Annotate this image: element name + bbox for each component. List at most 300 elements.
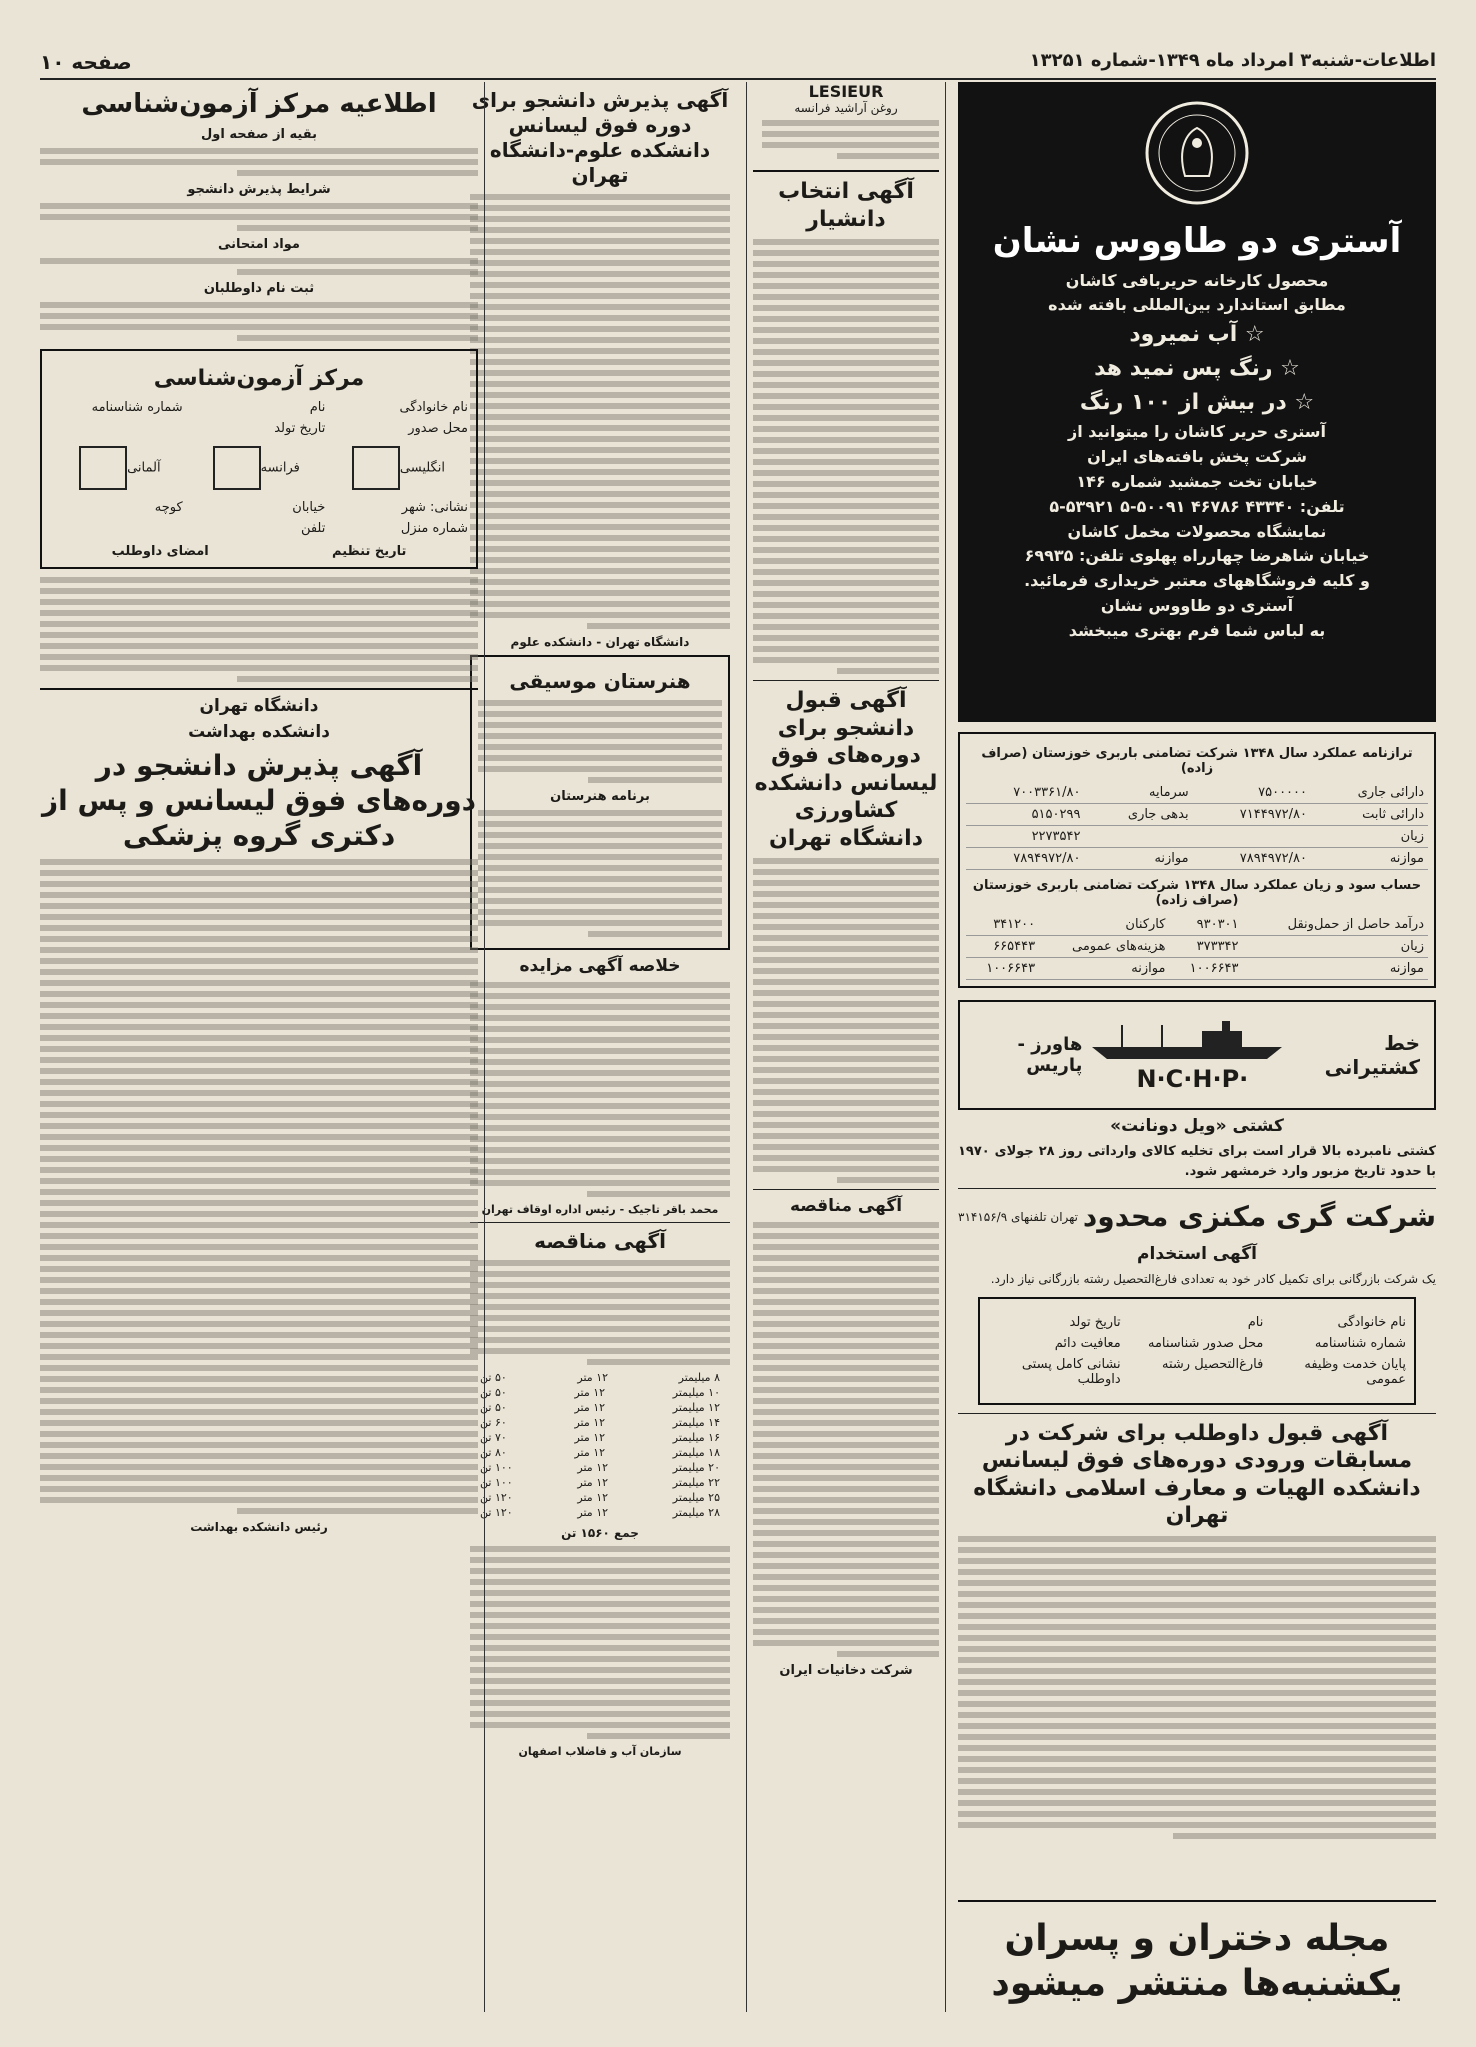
text-line: [478, 843, 722, 849]
text-line: [478, 766, 722, 772]
ship-icon: [1082, 1017, 1302, 1061]
text-line: [753, 968, 939, 974]
text-line: [40, 1497, 478, 1503]
text-line: [958, 1778, 1436, 1784]
text-line: [478, 865, 722, 871]
text-line: [470, 1026, 730, 1032]
text-line: [753, 880, 939, 886]
text-line: [470, 1348, 730, 1354]
silk-ad-line: محصول کارخانه حریربافی کاشان: [1065, 270, 1329, 290]
table-cell: ۹۳۰۳۰۱: [1169, 914, 1242, 936]
text-line: [762, 120, 939, 126]
company-title: شرکت گری مکنزی محدود: [1082, 1200, 1436, 1234]
steel-cell: ۱۲ متر: [577, 1371, 609, 1384]
form-field-label: نام: [309, 400, 326, 415]
company-header: [958, 1195, 1436, 1238]
table-cell: دارائی جاری: [1311, 782, 1428, 804]
text-line: [40, 610, 478, 616]
steel-cell: ۸۰ تن: [480, 1446, 507, 1459]
text-line: [40, 1420, 478, 1426]
text-line: [753, 1607, 939, 1613]
steel-cell: ۶۰ تن: [480, 1416, 507, 1429]
masthead: [40, 40, 1436, 80]
table-cell: درآمد حاصل از حمل‌ونقل: [1243, 914, 1428, 936]
exam-form: [40, 349, 478, 570]
text-line: [753, 415, 939, 421]
text-line: [753, 1034, 939, 1040]
text-line: [40, 313, 478, 319]
text-line: [753, 1310, 939, 1316]
text-line: [40, 1409, 478, 1415]
text-line: [753, 1222, 939, 1228]
text-line: [40, 881, 478, 887]
text-line: [40, 632, 478, 638]
text-line: [753, 1354, 939, 1360]
table-cell: ۷۵۰۰۰۰۰: [1193, 782, 1311, 804]
text-line: [40, 302, 478, 308]
steel-row: [470, 1490, 730, 1505]
text-line: [958, 1811, 1436, 1817]
text-line: [470, 370, 730, 376]
text-line: [478, 898, 722, 904]
sign-label: امضای داوطلب: [111, 544, 209, 559]
text-line: [237, 1508, 478, 1514]
form-field-label: فارغ‌التحصیل رشته: [1162, 1356, 1264, 1372]
text-line: [470, 436, 730, 442]
auction-title: خلاصه آگهی مزایده: [519, 956, 681, 976]
steel-total: جمع ۱۵۶۰ تن: [561, 1526, 639, 1540]
text-line: [478, 909, 722, 915]
text-line: [470, 590, 730, 596]
text-line: [470, 1656, 730, 1662]
text-line: [40, 1156, 478, 1162]
silk-ad-line: ☆ آب نمیرود: [1129, 322, 1265, 348]
text-line: [470, 513, 730, 519]
text-line: [470, 480, 730, 486]
text-line: [753, 1431, 939, 1437]
text-line: [753, 580, 939, 586]
balance-table: [966, 782, 1428, 870]
shipping-right-text: خط کشتیرانی: [1324, 1031, 1420, 1079]
text-line: [753, 1332, 939, 1338]
shipping-ad: [958, 1000, 1436, 1110]
text-line: [470, 612, 730, 618]
text-line: [40, 958, 478, 964]
steel-cell: ۱۲ متر: [574, 1401, 606, 1414]
text-line: [40, 1475, 478, 1481]
form-field-label: نام: [1247, 1314, 1264, 1330]
steel-row: [470, 1430, 730, 1445]
table-row: [966, 914, 1428, 936]
text-line: [470, 194, 730, 200]
text-line: [958, 1602, 1436, 1608]
text-line: [40, 1277, 478, 1283]
text-line: [40, 1442, 478, 1448]
text-line: [237, 269, 478, 275]
text-line: [470, 260, 730, 266]
text-line: [958, 1635, 1436, 1641]
text-line: [470, 557, 730, 563]
silk-ad-line: شرکت پخش بافته‌های ایران: [1087, 447, 1307, 467]
text-line: [753, 1508, 939, 1514]
silk-ad-line: به لباس شما فرم بهتری میبخشد: [1068, 620, 1326, 640]
text-line: [753, 261, 939, 267]
text-line: [470, 1048, 730, 1054]
text-line: [478, 876, 722, 882]
text-line: [753, 1089, 939, 1095]
text-line: [40, 1145, 478, 1151]
financial-box: [958, 732, 1436, 988]
text-line: [237, 676, 478, 682]
text-line: [753, 1574, 939, 1580]
text-line: [470, 502, 730, 508]
text-line: [40, 1222, 478, 1228]
checkbox-box: [79, 446, 127, 490]
text-line: [958, 1767, 1436, 1773]
text-line: [470, 1678, 730, 1684]
text-line: [753, 1387, 939, 1393]
steel-cell: ۲۲ میلیمتر: [672, 1476, 720, 1489]
exam-body: [40, 148, 478, 176]
text-line: [753, 913, 939, 919]
text-line: [753, 1111, 939, 1117]
text-line: [753, 1497, 939, 1503]
silk-ad-line: آستری دو طاووس نشان: [1100, 595, 1294, 615]
text-line: [753, 1100, 939, 1106]
text-line: [958, 1789, 1436, 1795]
text-line: [40, 859, 478, 865]
table-row: [966, 936, 1428, 958]
text-line: [470, 447, 730, 453]
steel-cell: ۲۵ میلیمتر: [672, 1491, 720, 1504]
text-line: [753, 1552, 939, 1558]
steel-cell: ۱۸ میلیمتر: [672, 1446, 720, 1459]
column-left: [40, 82, 485, 2012]
text-line: [753, 305, 939, 311]
text-line: [470, 982, 730, 988]
text-line: [588, 931, 722, 937]
theology-ad-title: آگهی قبول داوطلب برای شرکت در مسابقات ورودی دوره‌های فوق لیسانس دانشکده الهیات و معارف اسلامی دانشگاه تهران: [973, 1420, 1421, 1529]
text-line: [470, 1081, 730, 1087]
text-line: [470, 359, 730, 365]
text-line: [753, 1409, 939, 1415]
form-field-label: معافیت دائم: [1054, 1335, 1121, 1351]
music-sub: برنامه هنرستان: [550, 789, 650, 804]
text-line: [40, 1057, 478, 1063]
text-line: [40, 1288, 478, 1294]
steel-cell: ۵۰ تن: [480, 1401, 507, 1414]
text-line: [958, 1591, 1436, 1597]
exam-docs: [40, 577, 478, 682]
text-line: [753, 316, 939, 322]
text-line: [958, 1723, 1436, 1729]
form-field-label: تاریخ تولد: [274, 421, 326, 436]
music-box: [470, 655, 730, 950]
text-line: [753, 272, 939, 278]
text-line: [470, 337, 730, 343]
text-line: [40, 1343, 478, 1349]
text-line: [470, 348, 730, 354]
text-line: [753, 547, 939, 553]
text-line: [40, 892, 478, 898]
text-line: [753, 1001, 939, 1007]
steel-cell: ۱۲ متر: [577, 1461, 609, 1474]
text-line: [958, 1580, 1436, 1586]
election-body: [753, 239, 939, 674]
column-3: [466, 82, 734, 2012]
text-line: [40, 1299, 478, 1305]
text-line: [470, 1092, 730, 1098]
table-cell: دارائی ثابت: [1311, 804, 1428, 826]
text-line: [753, 525, 939, 531]
language-options: [50, 446, 468, 490]
agri-accept-title: آگهی قبول دانشجو برای دوره‌های فوق لیسانس دانشکده کشاورزی دانشگاه تهران: [754, 688, 938, 851]
steel-cell: ۲۸ میلیمتر: [672, 1506, 720, 1519]
text-line: [837, 668, 939, 674]
job-text: یک شرکت بازرگانی برای تکمیل کادر خود به تعدادی فارغ‌التحصیل رشته بازرگانی نیاز دارد.: [990, 1272, 1436, 1287]
text-line: [753, 1078, 939, 1084]
text-line: [40, 1035, 478, 1041]
steel-cell: ۷۰ تن: [480, 1431, 507, 1444]
music-body-2: [478, 810, 722, 937]
text-line: [470, 1304, 730, 1310]
text-line: [470, 1700, 730, 1706]
text-line: [40, 1266, 478, 1272]
text-line: [470, 1169, 730, 1175]
text-line: [753, 1012, 939, 1018]
text-line: [40, 991, 478, 997]
text-line: [470, 1689, 730, 1695]
language-label: انگلیسی: [399, 460, 445, 476]
text-line: [470, 1634, 730, 1640]
steel-row: [470, 1445, 730, 1460]
steel-cell: ۱۲ متر: [574, 1416, 606, 1429]
text-line: [958, 1701, 1436, 1707]
steel-cell: ۱۲ متر: [574, 1431, 606, 1444]
silk-ad-line: مطابق استاندارد بین‌المللی بافته شده: [1048, 295, 1346, 315]
text-line: [753, 1299, 939, 1305]
text-line: [40, 148, 478, 154]
text-line: [470, 579, 730, 585]
text-line: [753, 1585, 939, 1591]
text-line: [40, 258, 478, 264]
text-line: [753, 946, 939, 952]
table-cell: [1084, 826, 1192, 848]
text-line: [470, 326, 730, 332]
text-line: [40, 1332, 478, 1338]
text-line: [470, 458, 730, 464]
text-line: [753, 1233, 939, 1239]
form-field-label: نشانی کامل پستی داوطلب: [1021, 1356, 1121, 1387]
form-field-label: شماره منزل: [400, 521, 468, 536]
form-field-label: شماره شناسنامه: [91, 400, 183, 415]
agri-accept-body: [753, 858, 939, 1183]
text-line: [40, 1376, 478, 1382]
text-line: [753, 1321, 939, 1327]
steel-cell: ۱۲ متر: [574, 1446, 606, 1459]
text-line: [753, 624, 939, 630]
text-line: [753, 470, 939, 476]
text-line: [753, 437, 939, 443]
election-title: آگهی انتخاب دانشیار: [778, 179, 914, 232]
text-line: [753, 1266, 939, 1272]
health-title: آگهی پذیرش دانشجو در دوره‌های فوق لیسانس و پس از دکتری گروه پزشکی: [42, 749, 476, 852]
company-phone: تهران تلفنهای ۳۱۴۱۵۶/۹: [958, 1209, 1079, 1224]
text-line: [470, 271, 730, 277]
text-line: [40, 1365, 478, 1371]
job-title: آگهی استخدام: [1137, 1244, 1257, 1265]
steel-cell: ۱۲ میلیمتر: [672, 1401, 720, 1414]
text-line: [40, 1200, 478, 1206]
text-line: [40, 1123, 478, 1129]
text-line: [40, 599, 478, 605]
text-line: [958, 1558, 1436, 1564]
text-line: [753, 1023, 939, 1029]
job-form-fields: [988, 1315, 1406, 1387]
language-option: [346, 446, 445, 490]
text-line: [470, 1557, 730, 1563]
steel-cell: ۱۶ میلیمتر: [672, 1431, 720, 1444]
text-line: [40, 1101, 478, 1107]
exam-form-title: مرکز آزمون‌شناسی: [153, 365, 365, 391]
table-row: [966, 804, 1428, 826]
text-line: [470, 1645, 730, 1651]
table-cell: سرمایه: [1084, 782, 1192, 804]
table-cell: ۲۲۷۳۵۴۲: [966, 826, 1084, 848]
text-line: [470, 282, 730, 288]
form-field-label: تلفن: [300, 521, 326, 536]
text-line: [40, 1431, 478, 1437]
text-line: [753, 902, 939, 908]
text-line: [753, 935, 939, 941]
text-line: [40, 1211, 478, 1217]
faculty-name: دانشکده بهداشت: [188, 722, 330, 742]
text-line: [40, 1398, 478, 1404]
sign-label: تاریخ تنظیم: [332, 544, 407, 559]
text-line: [40, 1486, 478, 1492]
auction-sign: محمد باقر تاجیک - رئیس اداره اوقاف تهران: [481, 1203, 719, 1216]
steel-row: [470, 1385, 730, 1400]
text-line: [958, 1668, 1436, 1674]
text-line: [753, 1486, 939, 1492]
text-line: [470, 227, 730, 233]
text-line: [40, 643, 478, 649]
text-line: [470, 469, 730, 475]
text-line: [40, 1134, 478, 1140]
text-line: [753, 924, 939, 930]
text-line: [470, 1612, 730, 1618]
text-line: [958, 1536, 1436, 1542]
text-line: [40, 1013, 478, 1019]
steel-cell: ۱۰۰ تن: [480, 1461, 513, 1474]
text-line: [958, 1712, 1436, 1718]
shipping-brand: N·C·H·P·: [1136, 1065, 1249, 1093]
text-line: [753, 459, 939, 465]
text-line: [470, 568, 730, 574]
text-line: [40, 914, 478, 920]
steel-cell: ۱۲۰ تن: [480, 1491, 513, 1504]
text-line: [470, 1125, 730, 1131]
text-line: [470, 1070, 730, 1076]
text-line: [753, 1144, 939, 1150]
text-line: [753, 1045, 939, 1051]
text-line: [40, 1112, 478, 1118]
text-line: [753, 957, 939, 963]
text-line: [753, 503, 939, 509]
text-line: [753, 1277, 939, 1283]
auction-body: [470, 982, 730, 1197]
water-tender-body: [470, 1260, 730, 1365]
text-line: [470, 1711, 730, 1717]
text-line: [837, 1177, 939, 1183]
text-line: [470, 1015, 730, 1021]
shipping-left-text: هاورز - پاریس: [1017, 1034, 1083, 1076]
text-line: [753, 1056, 939, 1062]
text-line: [40, 1024, 478, 1030]
text-line: [753, 1343, 939, 1349]
text-line: [470, 1260, 730, 1266]
text-line: [40, 588, 478, 594]
text-line: [753, 536, 939, 542]
lesieur-body: [753, 120, 939, 159]
text-line: [753, 448, 939, 454]
text-line: [40, 577, 478, 583]
text-line: [958, 1613, 1436, 1619]
text-line: [470, 1326, 730, 1332]
science-sign: دانشگاه تهران - دانشکده علوم: [510, 635, 690, 649]
text-line: [40, 1189, 478, 1195]
text-line: [40, 1079, 478, 1085]
text-line: [470, 1103, 730, 1109]
text-line: [40, 947, 478, 953]
text-line: [762, 131, 939, 137]
text-line: [587, 1191, 730, 1197]
text-line: [40, 665, 478, 671]
silk-ad-line: ☆ رنگ پس نمید هد: [1094, 356, 1300, 382]
table-cell: ۳۴۱۲۰۰: [966, 914, 1039, 936]
table-cell: ۷۸۹۴۹۷۲/۸۰: [1193, 848, 1311, 870]
text-line: [40, 1255, 478, 1261]
page-number: صفحه ۱۰: [40, 50, 132, 74]
text-line: [753, 1530, 939, 1536]
text-line: [470, 249, 730, 255]
text-line: [40, 969, 478, 975]
text-line: [958, 1800, 1436, 1806]
text-line: [470, 1568, 730, 1574]
table-cell: موازنه: [1243, 958, 1428, 980]
text-line: [753, 1376, 939, 1382]
text-line: [470, 601, 730, 607]
text-line: [753, 1255, 939, 1261]
silk-ad-line: تلفن: ۴۳۳۴۰ ۴۶۷۸۶ ۵۰۰۹۱-۵ ۵۳۹۲۱-۵: [1049, 496, 1345, 516]
text-line: [837, 1651, 939, 1657]
text-line: [753, 382, 939, 388]
steel-row: [470, 1400, 730, 1415]
text-line: [478, 744, 722, 750]
text-line: [470, 216, 730, 222]
form-field-label: پایان خدمت وظیفه عمومی: [1304, 1356, 1406, 1387]
ship-note-title: کشتی «ویل دونانت»: [1110, 1116, 1284, 1136]
column-right: [958, 82, 1436, 2012]
text-line: [470, 1667, 730, 1673]
table-row: [966, 826, 1428, 848]
text-line: [40, 870, 478, 876]
text-line: [753, 426, 939, 432]
text-line: [40, 159, 478, 165]
text-line: [237, 225, 478, 231]
text-line: [40, 1453, 478, 1459]
lesieur-brand: LESIEUR: [808, 82, 884, 101]
